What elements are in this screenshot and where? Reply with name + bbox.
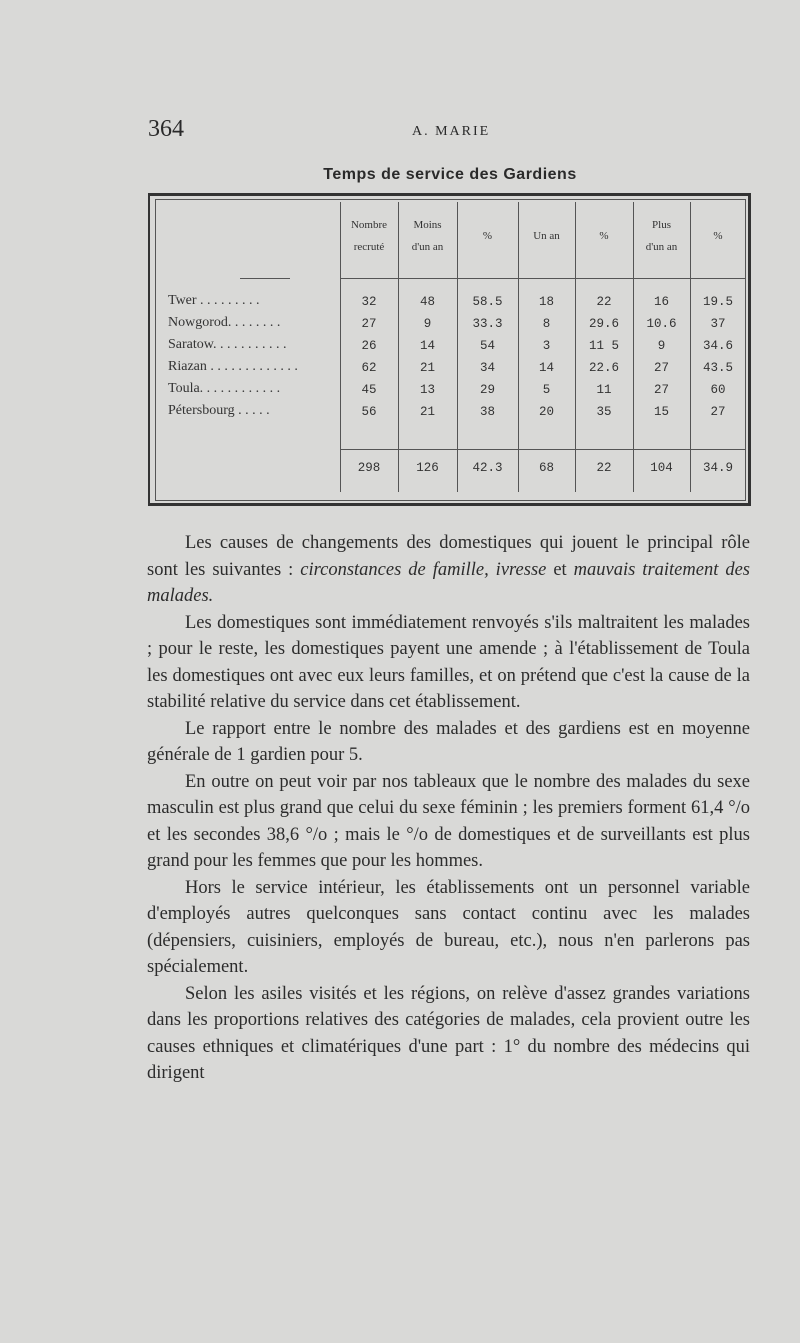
table-cell: 18 <box>538 295 554 309</box>
table-cell: 34 <box>479 361 495 375</box>
table-cell: 16 <box>653 295 669 309</box>
table-cell: 33.3 <box>472 317 503 331</box>
table-cell: 20 <box>538 405 554 419</box>
table-cell: 29.6 <box>588 317 619 331</box>
body-text <box>147 530 750 1087</box>
table-cell: 56 <box>361 405 377 419</box>
table-cell: 54 <box>479 339 495 353</box>
table-cell: 15 <box>653 405 669 419</box>
column-header-pct3: % <box>713 230 723 242</box>
table-cell: 22.6 <box>588 361 619 375</box>
label-column-rule <box>240 278 290 279</box>
table-cell: 34.6 <box>702 339 733 353</box>
column-header-moins: Moins d'un an <box>411 219 444 253</box>
table-cell: 45 <box>361 383 377 397</box>
table-cell: 27 <box>653 361 669 375</box>
table-cell: 58.5 <box>472 295 503 309</box>
table-cell: 35 <box>596 405 612 419</box>
total-rule <box>340 449 746 450</box>
column-header-pct1: % <box>482 230 493 242</box>
table-cell: 21 <box>419 405 435 419</box>
total-cell: 22 <box>596 461 612 475</box>
table-cell: 27 <box>710 405 726 419</box>
row-label: Nowgorod. . . . . . . . <box>168 315 281 330</box>
row-label: Twer . . . . . . . . . <box>168 293 260 308</box>
table-cell: 9 <box>423 317 432 331</box>
table-cell: 48 <box>419 295 435 309</box>
table-cell: 62 <box>361 361 377 375</box>
running-head: A. MARIE <box>412 124 491 139</box>
paragraph: Les causes de changements des domestiques qui jouent le principal rôle sont les suivantes : circonstances de famille, ivresse et mauvais traitement des malades. <box>147 533 750 606</box>
row-label: Toula. . . . . . . . . . . . <box>168 381 281 396</box>
total-cell: 34.9 <box>702 461 733 475</box>
page-number: 364 <box>148 116 184 142</box>
total-cell: 68 <box>538 461 554 475</box>
paragraph: Les domestiques sont immédiatement renvoyés s'ils maltraitent les malades ; pour le reste, les domestiques payent une amende ; à l'établissement de Toula les domestiques ont avec eux leurs familles, et on prétend que c'est la cause de la stabilité relative du service dans cet établissement. <box>147 612 750 712</box>
table-cell: 27 <box>653 383 669 397</box>
total-cell: 298 <box>357 461 381 475</box>
column-header-plus: Plus d'un an <box>645 219 678 253</box>
total-cell: 104 <box>650 461 673 475</box>
table-cell: 29 <box>479 383 495 397</box>
table-cell: 27 <box>361 317 377 331</box>
table-cell: 13 <box>419 383 435 397</box>
header-rule <box>340 278 746 279</box>
paragraph: Hors le service intérieur, les établissements ont un personnel variable d'employés autres quelconques sans contact continu avec les malades (dépensiers, cuisiniers, employés de bureau, etc.), nous n'en parlerons pas spécialement. <box>147 877 750 977</box>
table-cell: 21 <box>419 361 435 375</box>
column-header-recrute: Nombre recruté <box>350 219 388 253</box>
paragraph: Selon les asiles visités et les régions, on relève d'assez grandes variations dans les proportions relatives des catégories de malades, cela provient outre les causes ethniques et climatériques d'une part : 1° du nombre des médecins qui dirigent <box>147 983 750 1083</box>
paragraph: Le rapport entre le nombre des malades et des gardiens est en moyenne générale de 1 gardien pour 5. <box>147 718 750 765</box>
table-cell: 11 5 <box>588 339 619 353</box>
table-cell: 32 <box>361 295 377 309</box>
row-label: Pétersbourg . . . . . <box>168 403 270 418</box>
table-cell: 5 <box>542 383 551 397</box>
table-title: Temps de service des Gardiens <box>323 166 577 183</box>
table-cell: 3 <box>542 339 551 353</box>
table-cell: 38 <box>479 405 495 419</box>
paragraph: En outre on peut voir par nos tableaux que le nombre des malades du sexe masculin est plus grand que celui du sexe féminin ; les premiers forment 61,4 °/o et les secondes 38,6 °/o ; mais le °/o de domestiques et de surveillants est plus grand pour les femmes que pour les hommes. <box>147 771 750 871</box>
table-cell: 60 <box>710 383 726 397</box>
table-cell: 26 <box>361 339 377 353</box>
table-cell: 14 <box>419 339 435 353</box>
table-cell: 10.6 <box>646 317 677 331</box>
table-cell: 9 <box>657 339 666 353</box>
table-cell: 37 <box>710 317 726 331</box>
table-cell: 22 <box>596 295 612 309</box>
total-cell: 126 <box>416 461 439 475</box>
row-label: Riazan . . . . . . . . . . . . . <box>168 359 298 374</box>
column-header-un-an: Un an <box>533 230 560 242</box>
table-cell: 19.5 <box>702 295 733 309</box>
column-header-pct2: % <box>599 230 609 242</box>
table-cell: 8 <box>542 317 551 331</box>
total-cell: 42.3 <box>472 461 503 475</box>
table-cell: 11 <box>596 383 612 397</box>
table-cell: 14 <box>538 361 554 375</box>
table-cell: 43.5 <box>702 361 733 375</box>
row-label: Saratow. . . . . . . . . . . <box>168 337 287 352</box>
